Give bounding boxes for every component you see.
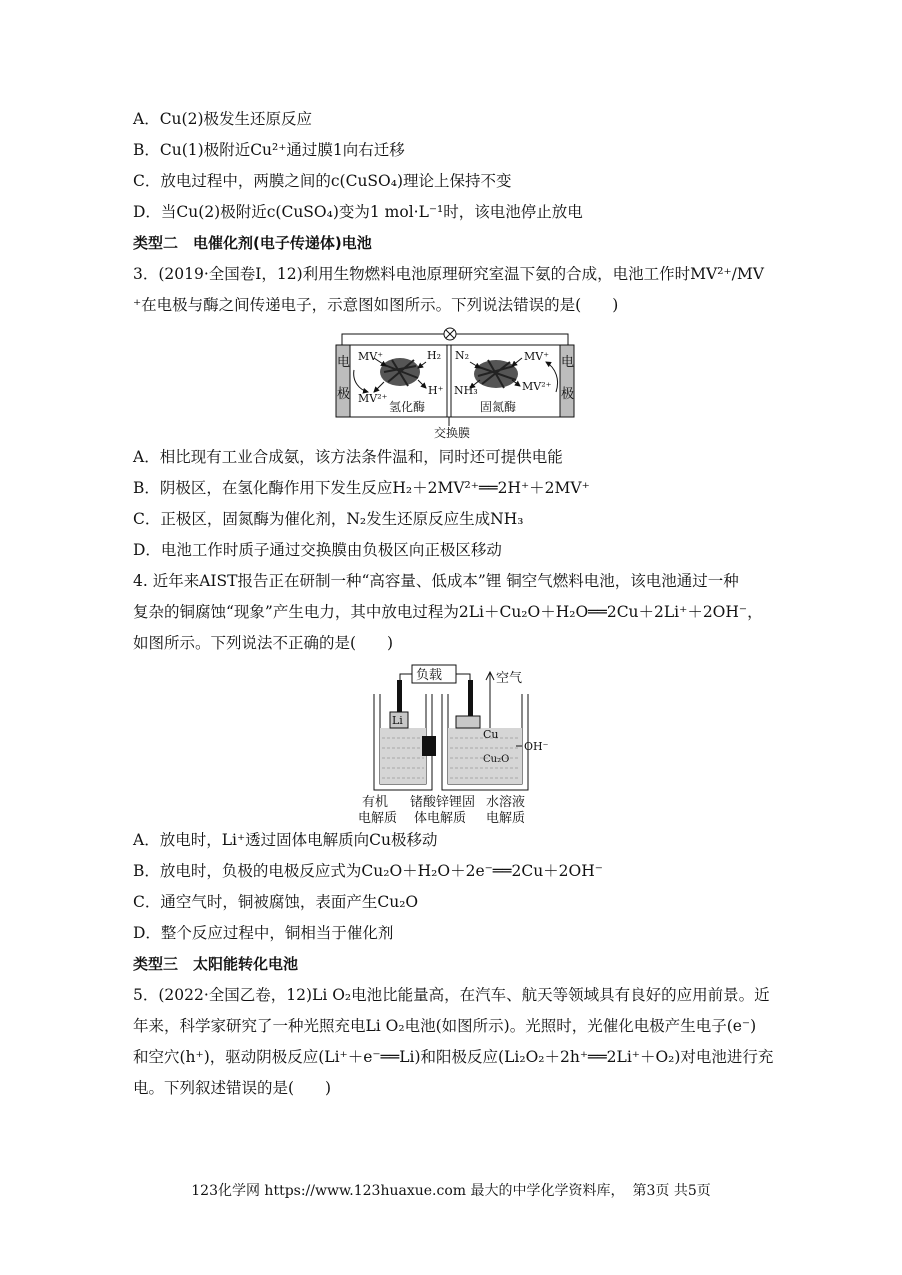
q3-option-a: A．相比现有工业合成氨，该方法条件温和，同时还可提供电能 <box>133 448 563 466</box>
footer-page: 第3页 共5页 <box>632 1183 711 1199</box>
q4-option-c: C．通空气时，铜被腐蚀，表面产生Cu₂O <box>133 893 419 911</box>
q2-option-d: D．当Cu(2)极附近c(CuSO₄)变为1 mol·L⁻¹时，该电池停止放电 <box>133 203 583 221</box>
cu2o-label: Cu₂O <box>483 754 510 765</box>
mid-label-1: 锗酸锌锂固 <box>410 795 476 810</box>
air-label: 空气 <box>496 671 523 686</box>
q3-option-b: B．阴极区，在氢化酶作用下发生反应H₂＋2MV²⁺══2H⁺＋2MV⁺ <box>133 479 590 497</box>
q4-option-d: D．整个反应过程中，铜相当于催化剂 <box>133 924 394 942</box>
q5-line2: 年来，科学家研究了一种光照充电Li O₂电池(如图所示)。光照时，光催化电极产生电子(e⁻) <box>133 1017 757 1035</box>
solid-electrolyte <box>422 736 436 756</box>
right-mv-plus: MV⁺ <box>524 350 550 363</box>
q4-stem-line2: 复杂的铜腐蚀“现象”产生电力，其中放电过程为2Li＋Cu₂O＋H₂O══2Cu＋2Li⁺＋2OH⁻， <box>133 603 763 621</box>
q3-option-c: C．正极区，固氮酶为催化剂，N₂发生还原反应生成NH₃ <box>133 510 524 528</box>
hydrogenase-label: 氢化酶 <box>389 400 426 414</box>
q2-option-b: B．Cu(1)极附近Cu²⁺通过膜1向右迁移 <box>133 141 405 159</box>
left-electrode-char1: 电 <box>337 355 351 370</box>
nitrogenase-label: 固氮酶 <box>480 400 517 414</box>
footer-site: 123化学网 https://www.123huaxue.com 最大的中学化学资料库， <box>191 1183 625 1199</box>
q5-line3: 和空穴(h⁺)，驱动阴极反应(Li⁺＋e⁻══Li)和阳极反应(Li₂O₂＋2h⁺══2Li⁺＋O₂)对电池进行充 <box>133 1048 774 1066</box>
q4-figure <box>352 660 552 825</box>
h2-label: H₂ <box>427 349 442 362</box>
nitrogenase-blob <box>474 360 518 388</box>
left-label-1: 有机 <box>362 795 389 810</box>
q3-option-d: D．电池工作时质子通过交换膜由负极区向正极区移动 <box>133 541 502 559</box>
q4-stem-line1: 4. 近年来AIST报告正在研制一种“高容量、低成本”锂 铜空气燃料电池，该电池通过一种 <box>133 572 739 590</box>
h-plus-label: H⁺ <box>428 384 444 397</box>
q2-option-c: C．放电过程中，两膜之间的c(CuSO₄)理论上保持不变 <box>133 172 512 190</box>
left-label-2: 电解质 <box>358 811 398 825</box>
left-electrode-char2: 极 <box>337 387 351 402</box>
cu-label: Cu <box>483 728 499 741</box>
left-mv-2plus: MV²⁺ <box>358 392 388 405</box>
load-label: 负载 <box>416 668 443 683</box>
q5-line4: 电。下列叙述错误的是( ) <box>133 1079 332 1097</box>
nh3-label: NH₃ <box>454 384 478 397</box>
q4-option-a: A．放电时，Li⁺透过固体电解质向Cu极移动 <box>133 831 438 849</box>
right-label-1: 水溶液 <box>486 795 526 810</box>
right-label-2: 电解质 <box>486 811 526 825</box>
left-mv-plus: MV⁺ <box>358 350 384 363</box>
q4-stem-line3: 如图所示。下列说法不正确的是( ) <box>133 634 394 652</box>
right-electrode-char1: 电 <box>561 355 575 370</box>
q5-line1: 5．(2022·全国乙卷，12)Li O₂电池比能量高，在汽车、航天等领域具有良好的应用前景。近 <box>133 986 770 1004</box>
type3-heading: 类型三 太阳能转化电池 <box>133 955 299 973</box>
q3-figure <box>330 322 580 442</box>
q3-stem-line1: 3．(2019·全国卷Ⅰ，12)利用生物燃料电池原理研究室温下氨的合成，电池工作时MV²⁺/MV <box>133 265 764 283</box>
cu-electrode <box>456 716 480 728</box>
right-mv-2plus: MV²⁺ <box>522 380 552 393</box>
q4-option-b: B．放电时，负极的电极反应式为Cu₂O＋H₂O＋2e⁻══2Cu＋2OH⁻ <box>133 862 603 880</box>
q2-option-a: A．Cu(2)极发生还原反应 <box>133 110 312 128</box>
organic-electrolyte <box>380 728 426 784</box>
right-electrode-char2: 极 <box>561 387 575 402</box>
type2-heading: 类型二 电催化剂(电子传递体)电池 <box>133 234 372 252</box>
hydrogenase-blob <box>380 358 420 386</box>
mid-label-2: 体电解质 <box>414 811 467 825</box>
membrane-label: 交换膜 <box>434 426 471 440</box>
q3-stem-line2: ⁺在电极与酶之间传递电子，示意图如图所示。下列说法错误的是( ) <box>133 296 619 314</box>
li-label: Li <box>392 714 403 727</box>
oh-label: OH⁻ <box>524 740 549 753</box>
n2-label: N₂ <box>455 349 470 362</box>
page-footer <box>0 1181 902 1201</box>
